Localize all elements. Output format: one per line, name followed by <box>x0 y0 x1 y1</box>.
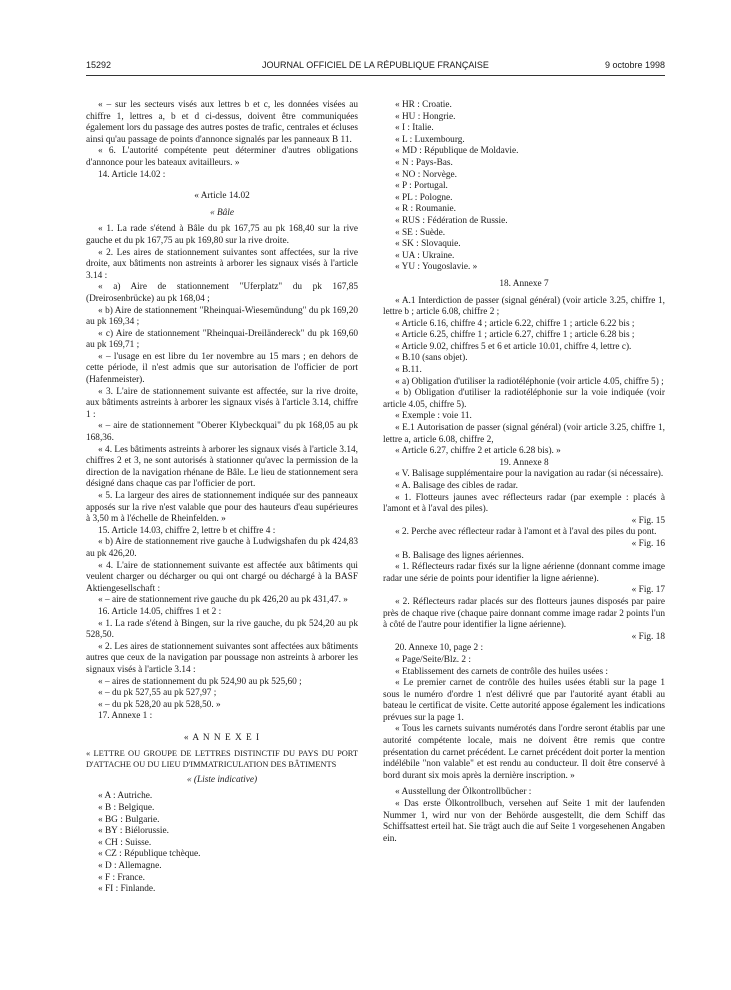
annex-heading: « LETTRE OU GROUPE DE LETTRES DISTINCTIF DU PAYS DU PORT D'ATTACHE OU DU LIEU D'IMMATRICULATION DES BÂTIMENTS <box>86 749 358 769</box>
paragraph: « Exemple : voie 11. <box>395 411 472 422</box>
paragraph: « 3. L'aire de stationnement suivante est affectée, sur la rive droite, aux bâtiments astreints à arborer les signaux visés à l'article 3.14, chiffre 1 : <box>86 386 358 420</box>
paragraph: « E.1 Autorisation de passer (signal général) (voir article 3.25, chiffre 1, lettre a, article 6.08, chiffre 2, <box>383 423 665 445</box>
paragraph: « 4. Les bâtiments astreints à arborer les signaux visés à l'article 3.14, chiffres 2 et 3, ne sont autorisés à stationner qu'avec la permission de la direction de la navigation rhénane de Bâle. Le lieu de stationnement sera désigné dans chaque cas par l'officier de port. <box>86 444 358 490</box>
country-code: « RUS : Fédération de Russie. <box>395 215 508 226</box>
paragraph: « Article 9.02, chiffres 5 et 6 et article 10.01, chiffre 4, lettre c). <box>395 341 632 352</box>
header-rule <box>86 75 665 76</box>
paragraph: « – aires de stationnement du pk 524,90 au pk 525,60 ; <box>98 676 302 687</box>
country-code: « A : Autriche. <box>98 791 153 802</box>
paragraph: « B.10 (sans objet). <box>395 353 468 364</box>
paragraph: « – du pk 527,55 au pk 527,97 ; <box>98 688 217 699</box>
paragraph: « 1. La rade s'étend à Bâle du pk 167,75 au pk 168,40 sur la rive gauche et du pk 167,75 au pk 169,80 sur la rive droite. <box>86 224 358 246</box>
paragraph: « – du pk 528,20 au pk 528,50. » <box>98 699 221 710</box>
country-code: « B : Belgique. <box>98 803 155 814</box>
paragraph: « Article 6.16, chiffre 4 ; article 6.22, chiffre 1 ; article 6.22 bis ; <box>395 318 635 329</box>
country-code: « I : Italie. <box>395 123 434 134</box>
paragraph: « B.11. <box>395 365 422 376</box>
paragraph: « V. Balisage supplémentaire pour la navigation au radar (si nécessaire). <box>395 469 664 480</box>
item-heading: 20. Annexe 10, page 2 : <box>395 643 484 654</box>
country-code: « UA : Ukraine. <box>395 250 455 261</box>
country-code: « HU : Hongrie. <box>395 111 456 122</box>
paragraph: « A.1 Interdiction de passer (signal général) (voir article 3.25, chiffre 1, lettre b ; article 6.08, chiffre 2 ; <box>383 295 665 318</box>
paragraph: « – l'usage en est libre du 1er novembre au 15 mars ; en dehors de cette période, il n'est admis que sur autorisation de l'officier de port (Hafenmeister). <box>86 351 358 386</box>
paragraph: « 1. Flotteurs jaunes avec réflecteurs radar (par exemple : placés à l'amont et à l'aval des piles). <box>383 492 665 515</box>
figure-reference: « Fig. 16 <box>631 538 665 549</box>
paragraph: « – aire de stationnement rive gauche du pk 426,20 au pk 431,47. » <box>98 595 348 606</box>
country-code: « SE : Suède. <box>395 227 446 238</box>
paragraph: « B. Balisage des lignes aériennes. <box>395 550 524 561</box>
country-code: « D : Allemagne. <box>98 861 162 872</box>
paragraph: « b) Aire de stationnement rive gauche à Ludwigshafen du pk 424,83 au pk 426,20. <box>86 537 358 559</box>
annex-title: « A N N E X E I <box>183 732 261 743</box>
article-title: « Article 14.02 <box>194 191 250 202</box>
paragraph: « b) Obligation d'utiliser la radiotéléphonie sur la voie indiquée (voir article 4.05, chiffre 5). <box>383 388 665 410</box>
item-heading: 16. Article 14.05, chiffres 1 et 2 : <box>98 606 222 617</box>
country-code: « L : Luxembourg. <box>395 134 465 145</box>
figure-reference: « Fig. 18 <box>631 631 665 642</box>
list-caption: « (Liste indicative) <box>186 774 258 785</box>
article-subtitle: « Bâle <box>209 207 234 218</box>
paragraph: « 2. Réflecteurs radar placés sur des flotteurs jaunes disposés par paire près de chaque rive (chaque paire donnant comme image radar 2 points l'un à côté de l'autre pour identifier la ligne aérienne). <box>383 596 665 631</box>
paragraph: « 2. Les aires de stationnement suivantes sont affectées, sur la rive droite, aux bâtiments non astreints à arborer les signaux visés à l'article 3.14 : <box>86 247 358 281</box>
country-code: « FI : Finlande. <box>98 884 156 895</box>
paragraph: « a) Obligation d'utiliser la radiotéléphonie (voir article 4.05, chiffre 5) ; <box>395 376 664 387</box>
paragraph: « – aire de stationnement "Oberer Klybeckquai" du pk 168,05 au pk 168,36. <box>86 421 358 444</box>
publication-date: 9 octobre 1998 <box>604 60 665 70</box>
country-code: « PL : Pologne. <box>395 192 453 203</box>
country-code: « BG : Bulgarie. <box>98 814 160 825</box>
paragraph: « a) Aire de stationnement "Uferplatz" du pk 167,85 (Dreirosenbrücke) au pk 168,04 ; <box>86 282 358 304</box>
journal-title: JOURNAL OFFICIEL DE LA RÉPUBLIQUE FRANÇAISE <box>262 60 489 70</box>
left-column <box>86 100 358 896</box>
paragraph: « Le premier carnet de contrôle des huiles usées établi sur la page 1 sous le numéro d'ordre 1 n'est délivré que par l'autorité ayant établi au bateau le certificat de visite. Cette autorité appose également les indications prévues sur la page 1. <box>383 678 665 723</box>
paragraph: « – sur les secteurs visés aux lettres b et c, les données visées au chiffre 1, lettres a, b et d ci-dessus, doivent être communiquées également lors du passage des autres postes de trafic, centrales et écluses ainsi qu'au passage de points d'annonce signalés par les panneaux B 11. <box>86 100 358 145</box>
country-code: « N : Pays-Bas. <box>395 157 453 168</box>
right-column <box>383 100 665 845</box>
paragraph: « Ausstellung der Ölkontrollbücher : <box>395 787 532 798</box>
paragraph: « 5. La largeur des aires de stationnement indiquée sur des panneaux apposés sur la rive n'est valable que pour des hauteurs d'eau supérieures à 3,50 m à l'échelle de Rheinfelden. » <box>86 491 358 525</box>
paragraph: « Article 6.27, chiffre 2 et article 6.28 bis). » <box>395 446 561 457</box>
paragraph: « 2. Les aires de stationnement suivantes sont affectées aux bâtiments autres que ceux de la navigation par poussage non astreints à arborer les signaux visés à l'article 3.14 : <box>86 641 358 675</box>
paragraph: « Tous les carnets suivants numérotés dans l'ordre seront établis par une autorité compétente locale, mais ne doivent être remis que contre présentation du carnet précédent. Le carnet précédent doit porter la mention indélébile "non valable" et est rendu au conducteur. Il doit être conservé à bord durant six mois après la dernière inscription. » <box>383 724 665 781</box>
paragraph: « 2. Perche avec réflecteur radar à l'amont et à l'aval des piles du pont. <box>395 527 657 538</box>
page-header <box>86 60 665 74</box>
country-code: « F : France. <box>98 872 145 883</box>
paragraph: « 1. La rade s'étend à Bingen, sur la rive gauche, du pk 524,20 au pk 528,50. <box>86 618 358 641</box>
country-code: « P : Portugal. <box>395 181 448 192</box>
country-code: « YU : Yougoslavie. » <box>395 262 478 273</box>
figure-reference: « Fig. 15 <box>631 515 665 526</box>
item-heading: 15. Article 14.03, chiffre 2, lettre b et chiffre 4 : <box>98 525 276 536</box>
country-code: « HR : Croatie. <box>395 100 452 110</box>
paragraph: « 4. L'aire de stationnement suivante est affectée aux bâtiments qui veulent charger ou décharger ou qui ont chargé ou déchargé à la BASF Aktiengesellschaft : <box>86 560 358 594</box>
figure-reference: « Fig. 17 <box>631 585 665 596</box>
item-heading: 17. Annexe 1 : <box>98 711 153 722</box>
country-code: « MD : République de Moldavie. <box>395 146 519 157</box>
country-code: « BY : Biélorussie. <box>98 826 169 837</box>
country-code: « R : Roumanie. <box>395 204 456 215</box>
annex-heading: 19. Annexe 8 <box>499 457 549 468</box>
paragraph: « 1. Réflecteurs radar fixés sur la ligne aérienne (donnant comme image radar une série de points pour identifier la ligne aérienne). <box>383 562 665 584</box>
paragraph: « b) Aire de stationnement "Rheinquai-Wiesemündung" du pk 169,20 au pk 169,34 ; <box>86 305 358 328</box>
paragraph: « Das erste Ölkontrollbuch, versehen auf Seite 1 mit der laufenden Nummer 1, wird nur von der Behörde ausgestellt, die dem Schiff das Schiffsattest erteil hat. Sie trägt auch die auf Seite 1 vorgesehenen Angaben ein. <box>383 799 665 844</box>
paragraph: « 6. L'autorité compétente peut déterminer d'autres obligations d'annonce pour les bateaux avitailleurs. » <box>86 146 358 168</box>
paragraph: « Article 6.25, chiffre 1 ; article 6.27, chiffre 1 ; article 6.28 bis ; <box>395 330 635 341</box>
country-code: « SK : Slovaquie. <box>395 239 461 250</box>
paragraph: « Etablissement des carnets de contrôle des huiles usées : <box>395 666 608 677</box>
country-code: « CH : Suisse. <box>98 837 152 848</box>
country-code: « CZ : République tchèque. <box>98 849 201 860</box>
country-code: « NO : Norvège. <box>395 169 457 180</box>
item-heading: 14. Article 14.02 : <box>98 169 166 180</box>
paragraph: « Page/Seite/Blz. 2 : <box>395 654 471 665</box>
annex-heading: 18. Annexe 7 <box>499 278 549 289</box>
paragraph: « A. Balisage des cibles de radar. <box>395 481 518 491</box>
page-number: 15292 <box>86 60 112 70</box>
paragraph: « c) Aire de stationnement "Rheinquai-Dreiländereck" du pk 169,60 au pk 169,71 ; <box>86 328 358 351</box>
